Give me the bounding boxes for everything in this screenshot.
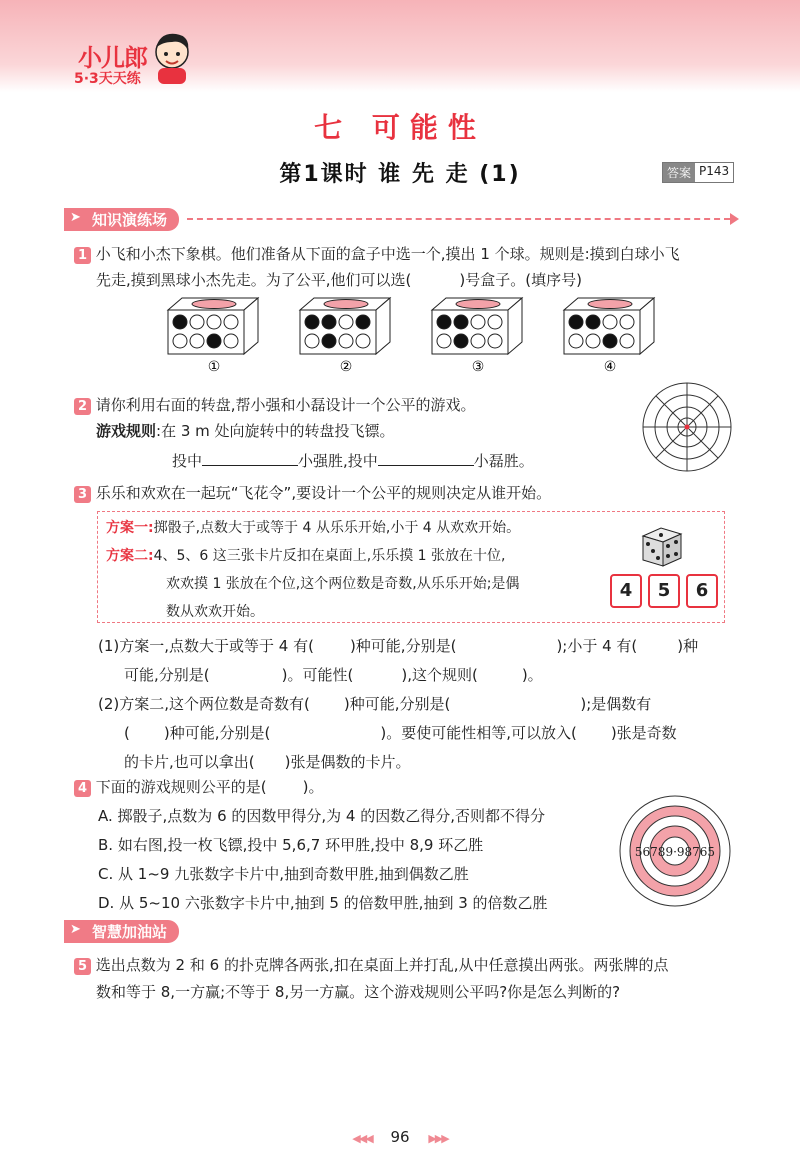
number-cards [610, 574, 718, 608]
question-3-parts [98, 632, 748, 777]
q2-line3b: 小强胜,投中 [298, 452, 378, 470]
text: )张是偶数的卡片。 [284, 753, 411, 771]
dice-icon [637, 522, 685, 570]
number-card: 6 [686, 574, 718, 608]
black-ball [454, 334, 468, 348]
white-ball [305, 334, 319, 348]
black-ball [356, 315, 370, 329]
answer-reference [662, 162, 734, 183]
arrow-icon: ➤ [70, 209, 81, 225]
answer-blank[interactable] [378, 465, 474, 466]
game-rule-text: :在 3 m 处向旋转中的转盘投飞镖。 [156, 422, 395, 440]
text: )种可能,分别是( [349, 637, 457, 655]
answer-blank[interactable] [202, 465, 298, 466]
question-number: 5 [74, 958, 91, 975]
text: (1)方案一,点数大于或等于 4 有( [98, 637, 314, 655]
text: )种可能,分别是( [163, 724, 271, 742]
number-card: 4 [610, 574, 642, 608]
black-ball [454, 315, 468, 329]
black-ball [322, 315, 336, 329]
black-ball [586, 315, 600, 329]
q3-line1: 乐乐和欢欢在一起玩“飞花令”,要设计一个公平的规则决定从谁开始。 [95, 484, 552, 502]
question-5 [74, 952, 744, 1006]
white-ball [173, 334, 187, 348]
text: 的卡片,也可以拿出( [124, 753, 255, 771]
white-ball [471, 315, 485, 329]
question-number: 1 [74, 247, 91, 264]
question-2 [74, 392, 634, 474]
text: )。要使可能性相等,可以放入( [380, 724, 577, 742]
black-ball [437, 315, 451, 329]
section-divider [187, 218, 730, 220]
text: ),这个规则( [401, 666, 478, 684]
q2-line3c: 小磊胜。 [473, 452, 534, 470]
option-c[interactable]: C. 从 1~9 九张数字卡片中,抽到奇数甲胜,抽到偶数乙胜 [98, 865, 469, 883]
white-ball [190, 315, 204, 329]
q1-line1: 小飞和小杰下象棋。他们准备从下面的盒子中选一个,摸出 1 个球。规则是:摸到白球小飞 [95, 245, 680, 263]
next-arrows-icon: ▶▶▶ [428, 1132, 448, 1145]
text: )张是奇数 [610, 724, 677, 742]
box-label: ② [339, 359, 353, 374]
answer-label: 答案 [663, 163, 695, 182]
white-ball [488, 334, 502, 348]
plan2-label: 方案二: [106, 548, 154, 564]
black-ball [569, 315, 583, 329]
white-ball [488, 315, 502, 329]
chapter-title: 七 可能性 [314, 111, 486, 144]
option-b[interactable]: B. 如右图,投一枚飞镖,投中 5,6,7 环甲胜,投中 8,9 环乙胜 [98, 836, 484, 854]
target-figure [612, 794, 738, 908]
q5-answer-area[interactable] [80, 1010, 740, 1110]
white-ball [471, 334, 485, 348]
white-ball [569, 334, 583, 348]
q4-stem: 下面的游戏规则公平的是( [95, 778, 267, 796]
text: ( [124, 724, 130, 742]
question-3-stem [74, 480, 744, 506]
ball-box [168, 298, 258, 374]
text: )种 [677, 637, 699, 655]
q1-line2b: )号盒子。(填序号) [459, 271, 582, 289]
option-a[interactable]: A. 掷骰子,点数为 6 的因数甲得分,为 4 的因数乙得分,否则都不得分 [98, 807, 545, 825]
lesson-title: 第1课时 谁 先 走 (1) [279, 162, 521, 187]
white-ball [620, 315, 634, 329]
white-ball [356, 334, 370, 348]
q5-line2: 数和等于 8,一方赢;不等于 8,另一方赢。这个游戏规则公平吗?你是怎么判断的? [96, 983, 621, 1001]
brand-series: 5·3天天练 [74, 71, 141, 87]
arrow-head-icon [730, 213, 739, 225]
mascot-icon [150, 30, 196, 86]
question-number: 2 [74, 398, 91, 415]
prev-arrows-icon: ◀◀◀ [352, 1132, 372, 1145]
black-ball [305, 315, 319, 329]
brand-logo-text: 小儿郎 [78, 44, 147, 72]
section-tag [64, 208, 179, 231]
question-4 [74, 774, 614, 918]
text: );小于 4 有( [556, 637, 638, 655]
white-ball [339, 334, 353, 348]
section-tag [64, 920, 179, 943]
plan1-text: 掷骰子,点数大于或等于 4 从乐乐开始,小于 4 从欢欢开始。 [153, 520, 521, 536]
question-number: 3 [74, 486, 91, 503]
section-label: 智慧加油站 [92, 922, 168, 941]
section-header-practice [64, 208, 739, 230]
section-header-challenge [64, 920, 254, 942]
plans-text [106, 514, 626, 626]
q4-stem-end: )。 [302, 778, 324, 796]
plan2-line1: 4、5、6 这三张卡片反扣在桌面上,乐乐摸 1 张放在十位, [153, 548, 506, 564]
box-label: ① [207, 359, 221, 374]
black-ball [322, 334, 336, 348]
answer-page: P143 [699, 164, 730, 178]
section-label: 知识演练场 [92, 210, 168, 229]
white-ball [224, 334, 238, 348]
text: );是偶数有 [580, 695, 652, 713]
arrow-icon: ➤ [70, 921, 81, 937]
white-ball [620, 334, 634, 348]
white-ball [603, 315, 617, 329]
ball-box [432, 298, 522, 374]
white-ball [586, 334, 600, 348]
plan2-line2: 欢欢摸 1 张放在个位,这个两位数是奇数,从乐乐开始;是偶 [166, 576, 520, 592]
plan2-line3: 数从欢欢开始。 [166, 604, 264, 620]
page-footer [0, 1128, 800, 1146]
ball-boxes-figure [160, 296, 660, 374]
white-ball [437, 334, 451, 348]
page-number: 96 [390, 1128, 410, 1146]
plan1-label: 方案一: [106, 520, 154, 536]
black-ball [173, 315, 187, 329]
black-ball [603, 334, 617, 348]
text: (2)方案二,这个两位数是奇数有( [98, 695, 310, 713]
ball-box [564, 298, 654, 374]
white-ball [207, 315, 221, 329]
box-label: ④ [603, 359, 617, 374]
q1-line2a: 先走,摸到黑球小杰先走。为了公平,他们可以选( [96, 271, 412, 289]
text: )种可能,分别是( [343, 695, 451, 713]
option-d[interactable]: D. 从 5~10 六张数字卡片中,抽到 5 的倍数甲胜,抽到 3 的倍数乙胜 [98, 894, 548, 912]
spinner-dartboard [640, 380, 734, 474]
text: )。可能性( [281, 666, 354, 684]
number-card: 5 [648, 574, 680, 608]
target-ring-numbers: 56789·98765 [634, 845, 716, 859]
white-ball [224, 315, 238, 329]
game-rule-label: 游戏规则 [96, 422, 157, 440]
box-label: ③ [471, 359, 485, 374]
q2-line3a: 投中 [172, 452, 203, 470]
white-ball [339, 315, 353, 329]
q2-line1: 请你利用右面的转盘,帮小强和小磊设计一个公平的游戏。 [95, 396, 476, 414]
text: 可能,分别是( [124, 666, 210, 684]
question-1 [74, 241, 744, 293]
black-ball [207, 334, 221, 348]
question-number: 4 [74, 780, 91, 797]
q5-line1: 选出点数为 2 和 6 的扑克牌各两张,扣在桌面上并打乱,从中任意摸出两张。两张牌的点 [95, 956, 669, 974]
text: )。 [521, 666, 543, 684]
white-ball [190, 334, 204, 348]
ball-box [300, 298, 390, 374]
